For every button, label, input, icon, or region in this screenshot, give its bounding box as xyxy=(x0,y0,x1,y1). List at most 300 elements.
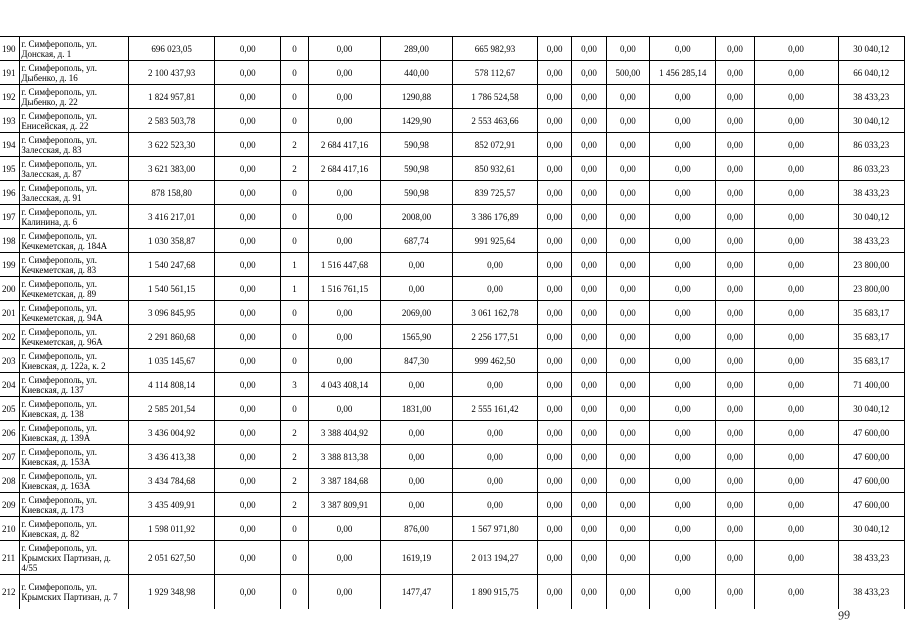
col-e-cell: 0,00 xyxy=(453,493,538,517)
col-c-cell: 0,00 xyxy=(309,205,381,229)
col-j-cell: 0,00 xyxy=(716,517,754,541)
table-row xyxy=(0,349,905,373)
count-cell: 1 xyxy=(281,277,309,301)
table-row xyxy=(0,277,905,301)
count-cell: 2 xyxy=(281,493,309,517)
address-cell: г. Симферополь, ул. Калинина, д. 6 xyxy=(20,205,129,229)
area-cell: 847,30 xyxy=(380,349,452,373)
count-cell: 0 xyxy=(281,325,309,349)
col-k-cell: 0,00 xyxy=(754,397,838,421)
col-j-cell: 0,00 xyxy=(716,229,754,253)
col-i-cell: 0,00 xyxy=(650,397,716,421)
col-i-cell: 0,00 xyxy=(650,349,716,373)
col-k-cell: 0,00 xyxy=(754,253,838,277)
col-k-cell: 0,00 xyxy=(754,61,838,85)
total-amount-cell: 1 540 247,68 xyxy=(128,253,215,277)
total-amount-cell: 2 583 503,78 xyxy=(128,109,215,133)
table-row xyxy=(0,229,905,253)
col-f-cell: 0,00 xyxy=(537,133,571,157)
col-a-cell: 0,00 xyxy=(215,469,281,493)
col-c-cell: 0,00 xyxy=(309,37,381,61)
col-c-cell: 3 387 184,68 xyxy=(309,469,381,493)
row-number-cell: 193 xyxy=(0,109,20,133)
area-cell: 590,98 xyxy=(380,133,452,157)
address-cell: г. Симферополь, ул. Кечкеметская, д. 83 xyxy=(20,253,129,277)
total-amount-cell: 3 434 784,68 xyxy=(128,469,215,493)
col-c-cell: 0,00 xyxy=(309,575,381,609)
col-j-cell: 0,00 xyxy=(716,421,754,445)
total-amount-cell: 3 621 383,00 xyxy=(128,157,215,181)
col-g-cell: 0,00 xyxy=(572,421,606,445)
col-l-cell: 35 683,17 xyxy=(838,325,904,349)
total-amount-cell: 3 622 523,30 xyxy=(128,133,215,157)
col-i-cell: 0,00 xyxy=(650,541,716,575)
table-row xyxy=(0,397,905,421)
col-c-cell: 1 516 447,68 xyxy=(309,253,381,277)
col-f-cell: 0,00 xyxy=(537,61,571,85)
col-l-cell: 23 800,00 xyxy=(838,277,904,301)
table-row xyxy=(0,61,905,85)
col-a-cell: 0,00 xyxy=(215,205,281,229)
col-h-cell: 0,00 xyxy=(606,325,649,349)
col-a-cell: 0,00 xyxy=(215,253,281,277)
count-cell: 2 xyxy=(281,133,309,157)
register-table xyxy=(0,36,905,609)
col-a-cell: 0,00 xyxy=(215,61,281,85)
area-cell: 1619,19 xyxy=(380,541,452,575)
col-l-cell: 66 040,12 xyxy=(838,61,904,85)
col-l-cell: 38 433,23 xyxy=(838,229,904,253)
row-number-cell: 191 xyxy=(0,61,20,85)
col-g-cell: 0,00 xyxy=(572,37,606,61)
col-f-cell: 0,00 xyxy=(537,181,571,205)
col-f-cell: 0,00 xyxy=(537,469,571,493)
col-j-cell: 0,00 xyxy=(716,157,754,181)
table-row xyxy=(0,541,905,575)
total-amount-cell: 3 436 413,38 xyxy=(128,445,215,469)
total-amount-cell: 1 824 957,81 xyxy=(128,85,215,109)
col-e-cell: 578 112,67 xyxy=(453,61,538,85)
col-a-cell: 0,00 xyxy=(215,229,281,253)
count-cell: 2 xyxy=(281,421,309,445)
col-e-cell: 2 256 177,51 xyxy=(453,325,538,349)
area-cell: 0,00 xyxy=(380,445,452,469)
col-k-cell: 0,00 xyxy=(754,109,838,133)
area-cell: 590,98 xyxy=(380,181,452,205)
col-a-cell: 0,00 xyxy=(215,109,281,133)
col-l-cell: 35 683,17 xyxy=(838,349,904,373)
col-c-cell: 3 388 813,38 xyxy=(309,445,381,469)
address-cell: г. Симферополь, ул. Кечкеметская, д. 89 xyxy=(20,277,129,301)
col-e-cell: 850 932,61 xyxy=(453,157,538,181)
table-row xyxy=(0,253,905,277)
address-cell: г. Симферополь, ул. Крымских Партизан, д. 7 xyxy=(20,575,129,609)
col-e-cell: 0,00 xyxy=(453,445,538,469)
col-k-cell: 0,00 xyxy=(754,277,838,301)
count-cell: 0 xyxy=(281,397,309,421)
area-cell: 687,74 xyxy=(380,229,452,253)
row-number-cell: 204 xyxy=(0,373,20,397)
col-l-cell: 47 600,00 xyxy=(838,469,904,493)
col-e-cell: 991 925,64 xyxy=(453,229,538,253)
col-f-cell: 0,00 xyxy=(537,37,571,61)
row-number-cell: 196 xyxy=(0,181,20,205)
col-g-cell: 0,00 xyxy=(572,445,606,469)
col-k-cell: 0,00 xyxy=(754,541,838,575)
area-cell: 1477,47 xyxy=(380,575,452,609)
address-cell: г. Симферополь, ул. Кечкеметская, д. 96А xyxy=(20,325,129,349)
col-g-cell: 0,00 xyxy=(572,109,606,133)
col-i-cell: 1 456 285,14 xyxy=(650,61,716,85)
col-h-cell: 0,00 xyxy=(606,37,649,61)
col-h-cell: 0,00 xyxy=(606,205,649,229)
col-f-cell: 0,00 xyxy=(537,373,571,397)
count-cell: 0 xyxy=(281,205,309,229)
table-row xyxy=(0,37,905,61)
col-a-cell: 0,00 xyxy=(215,325,281,349)
col-h-cell: 0,00 xyxy=(606,229,649,253)
col-f-cell: 0,00 xyxy=(537,349,571,373)
col-g-cell: 0,00 xyxy=(572,277,606,301)
address-cell: г. Симферополь, ул. Кечкеметская, д. 94А xyxy=(20,301,129,325)
col-g-cell: 0,00 xyxy=(572,133,606,157)
total-amount-cell: 1 030 358,87 xyxy=(128,229,215,253)
area-cell: 1565,90 xyxy=(380,325,452,349)
count-cell: 0 xyxy=(281,181,309,205)
col-j-cell: 0,00 xyxy=(716,133,754,157)
col-e-cell: 1 890 915,75 xyxy=(453,575,538,609)
count-cell: 0 xyxy=(281,541,309,575)
col-j-cell: 0,00 xyxy=(716,109,754,133)
col-e-cell: 665 982,93 xyxy=(453,37,538,61)
col-k-cell: 0,00 xyxy=(754,229,838,253)
col-a-cell: 0,00 xyxy=(215,37,281,61)
col-k-cell: 0,00 xyxy=(754,373,838,397)
row-number-cell: 202 xyxy=(0,325,20,349)
row-number-cell: 206 xyxy=(0,421,20,445)
area-cell: 2008,00 xyxy=(380,205,452,229)
row-number-cell: 209 xyxy=(0,493,20,517)
col-f-cell: 0,00 xyxy=(537,85,571,109)
col-k-cell: 0,00 xyxy=(754,301,838,325)
col-a-cell: 0,00 xyxy=(215,181,281,205)
col-e-cell: 839 725,57 xyxy=(453,181,538,205)
col-e-cell: 1 567 971,80 xyxy=(453,517,538,541)
col-k-cell: 0,00 xyxy=(754,181,838,205)
col-i-cell: 0,00 xyxy=(650,253,716,277)
col-j-cell: 0,00 xyxy=(716,541,754,575)
col-e-cell: 852 072,91 xyxy=(453,133,538,157)
area-cell: 0,00 xyxy=(380,493,452,517)
col-g-cell: 0,00 xyxy=(572,493,606,517)
col-i-cell: 0,00 xyxy=(650,229,716,253)
table-row xyxy=(0,109,905,133)
col-g-cell: 0,00 xyxy=(572,205,606,229)
col-l-cell: 30 040,12 xyxy=(838,517,904,541)
col-k-cell: 0,00 xyxy=(754,37,838,61)
col-h-cell: 0,00 xyxy=(606,373,649,397)
col-f-cell: 0,00 xyxy=(537,541,571,575)
col-k-cell: 0,00 xyxy=(754,133,838,157)
col-c-cell: 0,00 xyxy=(309,61,381,85)
col-h-cell: 0,00 xyxy=(606,397,649,421)
col-l-cell: 38 433,23 xyxy=(838,575,904,609)
col-f-cell: 0,00 xyxy=(537,109,571,133)
col-j-cell: 0,00 xyxy=(716,85,754,109)
count-cell: 0 xyxy=(281,575,309,609)
col-k-cell: 0,00 xyxy=(754,349,838,373)
table-row xyxy=(0,85,905,109)
area-cell: 590,98 xyxy=(380,157,452,181)
col-j-cell: 0,00 xyxy=(716,37,754,61)
area-cell: 1831,00 xyxy=(380,397,452,421)
total-amount-cell: 2 100 437,93 xyxy=(128,61,215,85)
col-c-cell: 0,00 xyxy=(309,541,381,575)
col-h-cell: 0,00 xyxy=(606,421,649,445)
area-cell: 1429,90 xyxy=(380,109,452,133)
row-number-cell: 194 xyxy=(0,133,20,157)
col-f-cell: 0,00 xyxy=(537,157,571,181)
table-row xyxy=(0,157,905,181)
col-i-cell: 0,00 xyxy=(650,517,716,541)
address-cell: г. Симферополь, ул. Киевская, д. 82 xyxy=(20,517,129,541)
col-h-cell: 0,00 xyxy=(606,541,649,575)
total-amount-cell: 3 096 845,95 xyxy=(128,301,215,325)
count-cell: 2 xyxy=(281,469,309,493)
col-h-cell: 0,00 xyxy=(606,469,649,493)
col-g-cell: 0,00 xyxy=(572,349,606,373)
col-l-cell: 30 040,12 xyxy=(838,397,904,421)
col-c-cell: 0,00 xyxy=(309,301,381,325)
col-e-cell: 0,00 xyxy=(453,421,538,445)
col-i-cell: 0,00 xyxy=(650,301,716,325)
col-j-cell: 0,00 xyxy=(716,493,754,517)
count-cell: 1 xyxy=(281,253,309,277)
area-cell: 0,00 xyxy=(380,277,452,301)
col-i-cell: 0,00 xyxy=(650,85,716,109)
col-f-cell: 0,00 xyxy=(537,229,571,253)
col-c-cell: 0,00 xyxy=(309,85,381,109)
col-l-cell: 86 033,23 xyxy=(838,133,904,157)
table-row xyxy=(0,325,905,349)
col-i-cell: 0,00 xyxy=(650,493,716,517)
col-f-cell: 0,00 xyxy=(537,277,571,301)
col-a-cell: 0,00 xyxy=(215,517,281,541)
col-g-cell: 0,00 xyxy=(572,85,606,109)
address-cell: г. Симферополь, ул. Залесская, д. 87 xyxy=(20,157,129,181)
col-l-cell: 38 433,23 xyxy=(838,85,904,109)
col-g-cell: 0,00 xyxy=(572,61,606,85)
col-e-cell: 0,00 xyxy=(453,253,538,277)
table-row xyxy=(0,133,905,157)
col-f-cell: 0,00 xyxy=(537,517,571,541)
col-i-cell: 0,00 xyxy=(650,325,716,349)
col-l-cell: 38 433,23 xyxy=(838,541,904,575)
col-c-cell: 3 388 404,92 xyxy=(309,421,381,445)
total-amount-cell: 696 023,05 xyxy=(128,37,215,61)
row-number-cell: 212 xyxy=(0,575,20,609)
table-row xyxy=(0,493,905,517)
address-cell: г. Симферополь, ул. Донская, д. 1 xyxy=(20,37,129,61)
col-i-cell: 0,00 xyxy=(650,445,716,469)
col-g-cell: 0,00 xyxy=(572,575,606,609)
col-e-cell: 3 061 162,78 xyxy=(453,301,538,325)
col-g-cell: 0,00 xyxy=(572,157,606,181)
col-k-cell: 0,00 xyxy=(754,85,838,109)
col-a-cell: 0,00 xyxy=(215,575,281,609)
col-a-cell: 0,00 xyxy=(215,301,281,325)
col-h-cell: 0,00 xyxy=(606,109,649,133)
col-f-cell: 0,00 xyxy=(537,205,571,229)
total-amount-cell: 1 035 145,67 xyxy=(128,349,215,373)
address-cell: г. Симферополь, ул. Залесская, д. 91 xyxy=(20,181,129,205)
col-g-cell: 0,00 xyxy=(572,397,606,421)
col-j-cell: 0,00 xyxy=(716,181,754,205)
col-e-cell: 3 386 176,89 xyxy=(453,205,538,229)
col-g-cell: 0,00 xyxy=(572,301,606,325)
col-a-cell: 0,00 xyxy=(215,133,281,157)
col-j-cell: 0,00 xyxy=(716,445,754,469)
col-h-cell: 0,00 xyxy=(606,133,649,157)
col-j-cell: 0,00 xyxy=(716,205,754,229)
col-c-cell: 0,00 xyxy=(309,325,381,349)
col-a-cell: 0,00 xyxy=(215,421,281,445)
col-j-cell: 0,00 xyxy=(716,277,754,301)
table-row xyxy=(0,575,905,609)
row-number-cell: 201 xyxy=(0,301,20,325)
address-cell: г. Симферополь, ул. Киевская, д. 122а, к. 2 xyxy=(20,349,129,373)
col-l-cell: 23 800,00 xyxy=(838,253,904,277)
col-i-cell: 0,00 xyxy=(650,157,716,181)
col-e-cell: 2 553 463,66 xyxy=(453,109,538,133)
col-a-cell: 0,00 xyxy=(215,277,281,301)
total-amount-cell: 3 416 217,01 xyxy=(128,205,215,229)
col-k-cell: 0,00 xyxy=(754,469,838,493)
col-g-cell: 0,00 xyxy=(572,469,606,493)
col-g-cell: 0,00 xyxy=(572,229,606,253)
col-h-cell: 0,00 xyxy=(606,301,649,325)
total-amount-cell: 4 114 808,14 xyxy=(128,373,215,397)
total-amount-cell: 1 598 011,92 xyxy=(128,517,215,541)
col-f-cell: 0,00 xyxy=(537,397,571,421)
row-number-cell: 211 xyxy=(0,541,20,575)
col-f-cell: 0,00 xyxy=(537,325,571,349)
col-e-cell: 2 013 194,27 xyxy=(453,541,538,575)
col-k-cell: 0,00 xyxy=(754,445,838,469)
count-cell: 0 xyxy=(281,517,309,541)
col-l-cell: 30 040,12 xyxy=(838,205,904,229)
table-row xyxy=(0,301,905,325)
col-f-cell: 0,00 xyxy=(537,253,571,277)
col-i-cell: 0,00 xyxy=(650,277,716,301)
col-j-cell: 0,00 xyxy=(716,575,754,609)
col-l-cell: 47 600,00 xyxy=(838,445,904,469)
row-number-cell: 207 xyxy=(0,445,20,469)
col-a-cell: 0,00 xyxy=(215,85,281,109)
table-row xyxy=(0,373,905,397)
row-number-cell: 192 xyxy=(0,85,20,109)
address-cell: г. Симферополь, ул. Киевская, д. 137 xyxy=(20,373,129,397)
col-a-cell: 0,00 xyxy=(215,373,281,397)
col-l-cell: 86 033,23 xyxy=(838,157,904,181)
col-a-cell: 0,00 xyxy=(215,157,281,181)
col-i-cell: 0,00 xyxy=(650,205,716,229)
address-cell: г. Симферополь, ул. Кечкеметская, д. 184А xyxy=(20,229,129,253)
count-cell: 2 xyxy=(281,157,309,181)
total-amount-cell: 2 051 627,50 xyxy=(128,541,215,575)
col-k-cell: 0,00 xyxy=(754,575,838,609)
col-c-cell: 2 684 417,16 xyxy=(309,157,381,181)
col-l-cell: 47 600,00 xyxy=(838,493,904,517)
address-cell: г. Симферополь, ул. Дыбенко, д. 22 xyxy=(20,85,129,109)
col-g-cell: 0,00 xyxy=(572,541,606,575)
col-a-cell: 0,00 xyxy=(215,493,281,517)
area-cell: 0,00 xyxy=(380,421,452,445)
address-cell: г. Симферополь, ул. Киевская, д. 173 xyxy=(20,493,129,517)
col-h-cell: 0,00 xyxy=(606,575,649,609)
col-k-cell: 0,00 xyxy=(754,157,838,181)
row-number-cell: 190 xyxy=(0,37,20,61)
col-a-cell: 0,00 xyxy=(215,541,281,575)
col-c-cell: 2 684 417,16 xyxy=(309,133,381,157)
col-a-cell: 0,00 xyxy=(215,349,281,373)
col-c-cell: 0,00 xyxy=(309,517,381,541)
address-cell: г. Симферополь, ул. Киевская, д. 153А xyxy=(20,445,129,469)
col-f-cell: 0,00 xyxy=(537,421,571,445)
col-l-cell: 38 433,23 xyxy=(838,181,904,205)
total-amount-cell: 1 540 561,15 xyxy=(128,277,215,301)
area-cell: 440,00 xyxy=(380,61,452,85)
col-i-cell: 0,00 xyxy=(650,109,716,133)
row-number-cell: 198 xyxy=(0,229,20,253)
col-f-cell: 0,00 xyxy=(537,301,571,325)
count-cell: 0 xyxy=(281,301,309,325)
col-h-cell: 0,00 xyxy=(606,445,649,469)
col-e-cell: 0,00 xyxy=(453,277,538,301)
col-c-cell: 0,00 xyxy=(309,181,381,205)
total-amount-cell: 2 585 201,54 xyxy=(128,397,215,421)
col-j-cell: 0,00 xyxy=(716,469,754,493)
row-number-cell: 208 xyxy=(0,469,20,493)
area-cell: 1290,88 xyxy=(380,85,452,109)
col-a-cell: 0,00 xyxy=(215,445,281,469)
col-k-cell: 0,00 xyxy=(754,517,838,541)
col-f-cell: 0,00 xyxy=(537,445,571,469)
col-l-cell: 35 683,17 xyxy=(838,301,904,325)
area-cell: 0,00 xyxy=(380,469,452,493)
area-cell: 289,00 xyxy=(380,37,452,61)
col-h-cell: 0,00 xyxy=(606,493,649,517)
row-number-cell: 210 xyxy=(0,517,20,541)
row-number-cell: 195 xyxy=(0,157,20,181)
col-k-cell: 0,00 xyxy=(754,205,838,229)
total-amount-cell: 2 291 860,68 xyxy=(128,325,215,349)
col-g-cell: 0,00 xyxy=(572,181,606,205)
count-cell: 0 xyxy=(281,229,309,253)
col-k-cell: 0,00 xyxy=(754,493,838,517)
col-e-cell: 2 555 161,42 xyxy=(453,397,538,421)
col-j-cell: 0,00 xyxy=(716,397,754,421)
col-g-cell: 0,00 xyxy=(572,517,606,541)
address-cell: г. Симферополь, ул. Киевская, д. 139А xyxy=(20,421,129,445)
col-f-cell: 0,00 xyxy=(537,575,571,609)
count-cell: 3 xyxy=(281,373,309,397)
col-i-cell: 0,00 xyxy=(650,373,716,397)
total-amount-cell: 878 158,80 xyxy=(128,181,215,205)
col-h-cell: 0,00 xyxy=(606,517,649,541)
total-amount-cell: 3 436 004,92 xyxy=(128,421,215,445)
col-j-cell: 0,00 xyxy=(716,253,754,277)
